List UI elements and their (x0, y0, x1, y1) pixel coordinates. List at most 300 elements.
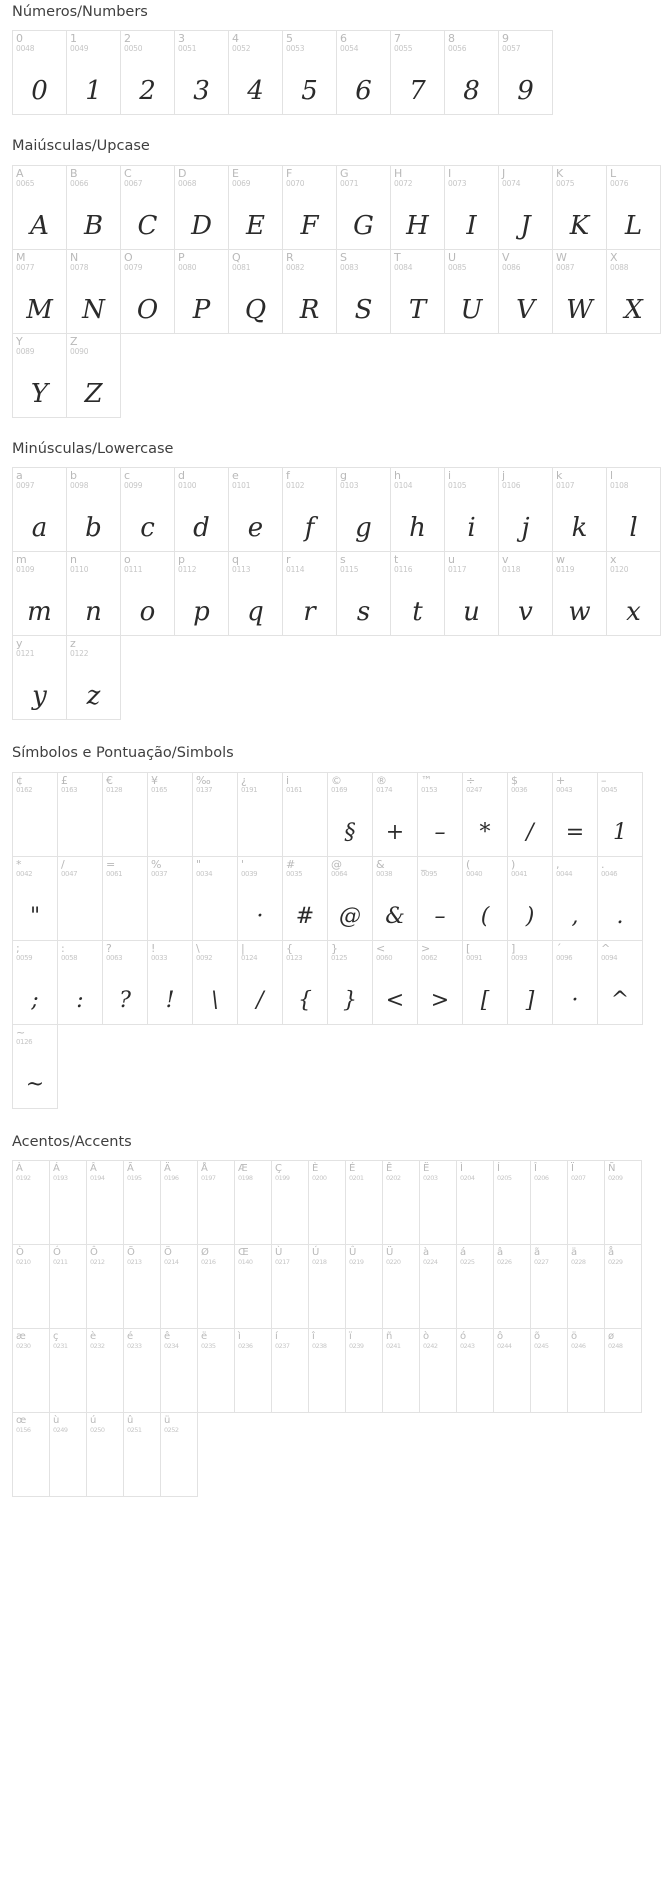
glyph-meta (373, 857, 417, 879)
glyph-cell[interactable] (552, 551, 607, 636)
glyph-cell[interactable] (192, 940, 238, 1025)
glyph-char-label: v (502, 553, 509, 567)
glyph-cell[interactable] (123, 1328, 161, 1413)
glyph-cell[interactable] (123, 1244, 161, 1329)
glyph-cell[interactable] (66, 467, 121, 552)
glyph-char-label: d (178, 469, 185, 483)
glyph-cell[interactable] (228, 249, 283, 334)
glyph-cell[interactable] (66, 30, 121, 115)
glyph-meta (87, 1413, 123, 1435)
glyph-unicode-code: 0055 (394, 44, 413, 54)
glyph-cell[interactable] (327, 772, 373, 857)
glyph-cell[interactable] (12, 940, 58, 1025)
glyph-render: – (434, 903, 446, 929)
glyph-cell[interactable] (345, 1160, 383, 1245)
glyph-char-label: ñ (386, 1330, 393, 1342)
glyph-cell[interactable] (12, 856, 58, 941)
glyph-char-label: Ø (201, 1246, 209, 1258)
glyph-meta (50, 1161, 86, 1183)
glyph-char-label: B (70, 166, 78, 180)
glyph-cell[interactable] (552, 165, 607, 250)
glyph-cell[interactable] (419, 1244, 457, 1329)
glyph-unicode-code: 0235 (201, 1341, 216, 1350)
glyph-char-label: > (421, 941, 431, 955)
glyph-meta (58, 941, 102, 963)
glyph-render: @ (339, 903, 361, 929)
glyph-char-label: < (376, 941, 386, 955)
glyph-cell[interactable] (120, 249, 175, 334)
glyph-meta (283, 857, 327, 879)
glyph-cell[interactable] (120, 551, 175, 636)
glyph-meta (124, 1329, 160, 1351)
glyph-cell[interactable] (160, 1412, 198, 1497)
glyph-char-label: h (394, 469, 401, 483)
glyph-meta (87, 1245, 123, 1267)
glyph-cell[interactable] (606, 467, 661, 552)
glyph-cell[interactable] (327, 856, 373, 941)
glyph-unicode-code: 0075 (556, 178, 575, 188)
glyph-cell[interactable] (174, 551, 229, 636)
glyph-cell[interactable] (120, 30, 175, 115)
glyph-cell[interactable] (336, 165, 391, 250)
glyph-cell[interactable] (552, 856, 598, 941)
glyph-cell[interactable] (567, 1160, 605, 1245)
glyph-unicode-code: 0195 (127, 1173, 142, 1182)
glyph-cell[interactable] (507, 856, 553, 941)
glyph-render: ) (525, 903, 535, 929)
glyph-cell[interactable] (444, 249, 499, 334)
glyph-cell[interactable] (12, 1160, 50, 1245)
glyph-cell[interactable] (271, 1244, 309, 1329)
glyph-cell[interactable] (390, 551, 445, 636)
glyph-cell[interactable] (567, 1244, 605, 1329)
glyph-unicode-code: 0249 (53, 1425, 68, 1434)
glyph-unicode-code: 0116 (394, 565, 413, 575)
glyph-char-label: A (16, 166, 24, 180)
glyph-cell[interactable] (493, 1160, 531, 1245)
glyph-cell[interactable] (597, 856, 643, 941)
glyph-unicode-code: 0041 (511, 869, 528, 878)
glyph-cell[interactable] (604, 1328, 642, 1413)
glyph-cell[interactable] (382, 1160, 420, 1245)
glyph-unicode-code: 0104 (394, 481, 413, 491)
glyph-unicode-code: 0059 (16, 953, 33, 962)
glyph-cell[interactable] (237, 856, 283, 941)
glyph-char-label: 8 (448, 32, 455, 46)
glyph-render: c (140, 513, 155, 544)
glyph-cell[interactable] (597, 940, 643, 1025)
glyph-meta (309, 1245, 345, 1267)
glyph-char-label: ^ (601, 941, 611, 955)
glyph-cell[interactable] (160, 1244, 198, 1329)
glyph-cell[interactable] (444, 165, 499, 250)
glyph-cell[interactable] (462, 772, 508, 857)
glyph-cell[interactable] (86, 1328, 124, 1413)
glyph-char-label: X (610, 250, 618, 264)
glyph-render: 1 (85, 76, 102, 107)
glyph-unicode-code: 0038 (376, 869, 393, 878)
glyph-unicode-code: 0227 (534, 1257, 549, 1266)
glyph-cell[interactable] (57, 772, 103, 857)
glyph-unicode-code: 0228 (571, 1257, 586, 1266)
glyph-cell[interactable] (120, 165, 175, 250)
glyph-cell[interactable] (123, 1160, 161, 1245)
glyph-meta (553, 773, 597, 795)
glyph-render: e (247, 513, 264, 544)
glyph-cell[interactable] (228, 467, 283, 552)
glyph-cell[interactable] (12, 551, 67, 636)
glyph-cell[interactable] (49, 1412, 87, 1497)
section-title-accents: Acentos/Accents (12, 1133, 132, 1150)
glyph-cell[interactable] (336, 249, 391, 334)
glyph-cell[interactable] (498, 467, 553, 552)
glyph-cell[interactable] (419, 1160, 457, 1245)
glyph-meta (346, 1161, 382, 1183)
glyph-cell[interactable] (372, 940, 418, 1025)
glyph-cell[interactable] (234, 1244, 272, 1329)
glyph-char-label: z (70, 637, 76, 651)
glyph-render: V (516, 294, 535, 325)
glyph-cell[interactable] (271, 1328, 309, 1413)
glyph-char-label: ® (376, 773, 387, 787)
glyph-unicode-code: 0224 (423, 1257, 438, 1266)
glyph-cell[interactable] (282, 165, 337, 250)
glyph-meta (531, 1245, 567, 1267)
glyph-cell[interactable] (197, 1328, 235, 1413)
glyph-meta (283, 773, 327, 795)
glyph-char-label: Õ (127, 1246, 135, 1258)
glyph-cell[interactable] (417, 772, 463, 857)
glyph-meta (508, 773, 552, 795)
glyph-unicode-code: 0174 (376, 785, 393, 794)
glyph-meta (598, 773, 642, 795)
glyph-cell[interactable] (147, 772, 193, 857)
glyph-cell[interactable] (237, 772, 283, 857)
glyph-char-label: | (241, 941, 245, 955)
glyph-meta (67, 636, 120, 658)
glyph-cell[interactable] (12, 1244, 50, 1329)
glyph-cell[interactable] (192, 856, 238, 941)
glyph-cell[interactable] (174, 467, 229, 552)
glyph-cell[interactable] (604, 1160, 642, 1245)
glyph-char-label: Ü (386, 1246, 394, 1258)
glyph-cell[interactable] (66, 165, 121, 250)
glyph-unicode-code: 0042 (16, 869, 33, 878)
glyph-cell[interactable] (345, 1244, 383, 1329)
glyph-cell[interactable] (336, 467, 391, 552)
glyph-meta (499, 468, 552, 490)
glyph-meta (238, 773, 282, 795)
glyph-cell[interactable] (462, 940, 508, 1025)
glyph-cell[interactable] (552, 772, 598, 857)
glyph-cell[interactable] (552, 249, 607, 334)
glyph-cell[interactable] (372, 856, 418, 941)
glyph-unicode-code: 0220 (386, 1257, 401, 1266)
glyph-meta (418, 773, 462, 795)
glyph-unicode-code: 0081 (232, 262, 251, 272)
glyph-char-label: C (124, 166, 132, 180)
glyph-cell[interactable] (49, 1328, 87, 1413)
glyph-unicode-code: 0140 (238, 1257, 253, 1266)
glyph-cell[interactable] (282, 772, 328, 857)
glyph-char-label: E (232, 166, 239, 180)
glyph-cell[interactable] (282, 940, 328, 1025)
glyph-unicode-code: 0071 (340, 178, 359, 188)
glyph-cell[interactable] (282, 856, 328, 941)
glyph-meta (67, 31, 120, 53)
glyph-cell[interactable] (102, 772, 148, 857)
glyph-cell[interactable] (530, 1328, 568, 1413)
glyph-char-label: ( (466, 857, 471, 871)
glyph-cell[interactable] (12, 1412, 50, 1497)
glyph-cell[interactable] (66, 551, 121, 636)
glyph-cell[interactable] (57, 856, 103, 941)
glyph-char-label: ´ (556, 941, 562, 955)
glyph-cell[interactable] (66, 635, 121, 720)
glyph-cell[interactable] (336, 551, 391, 636)
glyph-char-label: M (16, 250, 26, 264)
glyph-char-label: ë (201, 1330, 208, 1342)
glyph-cell[interactable] (147, 856, 193, 941)
glyph-cell[interactable] (493, 1244, 531, 1329)
glyph-meta (175, 468, 228, 490)
glyph-cell[interactable] (86, 1160, 124, 1245)
glyph-meta (67, 334, 120, 356)
glyph-char-label: s (340, 553, 346, 567)
glyph-cell[interactable] (12, 249, 67, 334)
glyph-render: T (408, 294, 427, 325)
glyph-cell[interactable] (444, 30, 499, 115)
glyph-cell[interactable] (493, 1328, 531, 1413)
glyph-cell[interactable] (197, 1244, 235, 1329)
glyph-render: > (430, 987, 450, 1013)
glyph-render: U (460, 294, 483, 325)
glyph-cell[interactable] (419, 1328, 457, 1413)
glyph-char-label: ò (423, 1330, 430, 1342)
glyph-unicode-code: 0219 (349, 1257, 364, 1266)
glyph-cell[interactable] (606, 165, 661, 250)
glyph-render: v (518, 597, 533, 628)
glyph-meta (346, 1245, 382, 1267)
glyph-render: u (463, 597, 480, 628)
glyph-meta (103, 773, 147, 795)
glyph-cell[interactable] (12, 165, 67, 250)
glyph-cell[interactable] (327, 940, 373, 1025)
glyph-render: 0 (31, 76, 48, 107)
glyph-cell[interactable] (372, 772, 418, 857)
glyph-cell[interactable] (336, 30, 391, 115)
glyph-char-label: é (127, 1330, 134, 1342)
glyph-cell[interactable] (282, 249, 337, 334)
glyph-meta (499, 166, 552, 188)
glyph-cell[interactable] (102, 940, 148, 1025)
glyph-cell[interactable] (12, 333, 67, 418)
glyph-meta (463, 857, 507, 879)
glyph-cell[interactable] (456, 1244, 494, 1329)
glyph-render: i (467, 513, 476, 544)
glyph-cell[interactable] (552, 940, 598, 1025)
glyph-render: 6 (355, 76, 372, 107)
glyph-meta (553, 250, 606, 272)
glyph-cell[interactable] (66, 333, 121, 418)
glyph-render: t (412, 597, 423, 628)
glyph-cell[interactable] (382, 1244, 420, 1329)
glyph-cell[interactable] (86, 1244, 124, 1329)
glyph-char-label: À (16, 1162, 23, 1174)
glyph-cell[interactable] (456, 1328, 494, 1413)
glyph-char-label: Ú (312, 1246, 320, 1258)
glyph-cell[interactable] (530, 1244, 568, 1329)
glyph-unicode-code: 0125 (331, 953, 348, 962)
glyph-cell[interactable] (604, 1244, 642, 1329)
glyph-cell[interactable] (456, 1160, 494, 1245)
glyph-meta (13, 334, 66, 356)
glyph-cell[interactable] (498, 551, 553, 636)
glyph-cell[interactable] (345, 1328, 383, 1413)
glyph-meta (391, 552, 444, 574)
glyph-cell[interactable] (228, 551, 283, 636)
glyph-cell[interactable] (12, 772, 58, 857)
glyph-cell[interactable] (282, 30, 337, 115)
glyph-meta (193, 857, 237, 879)
glyph-cell[interactable] (228, 165, 283, 250)
glyph-cell[interactable] (507, 772, 553, 857)
glyph-meta (568, 1329, 604, 1351)
glyph-cell[interactable] (530, 1160, 568, 1245)
glyph-cell[interactable] (174, 249, 229, 334)
glyph-char-label: ó (460, 1330, 467, 1342)
glyph-cell[interactable] (234, 1328, 272, 1413)
glyph-cell[interactable] (390, 249, 445, 334)
glyph-cell[interactable] (507, 940, 553, 1025)
glyph-char-label: g (340, 469, 347, 483)
glyph-cell[interactable] (228, 30, 283, 115)
glyph-cell[interactable] (66, 249, 121, 334)
glyph-meta (283, 941, 327, 963)
glyph-cell[interactable] (606, 249, 661, 334)
glyph-unicode-code: 0087 (556, 262, 575, 272)
glyph-cell[interactable] (567, 1328, 605, 1413)
glyph-meta (67, 250, 120, 272)
glyph-char-label: É (349, 1162, 356, 1174)
glyph-cell[interactable] (12, 1024, 58, 1109)
glyph-cell[interactable] (49, 1160, 87, 1245)
glyph-cell[interactable] (552, 467, 607, 552)
glyph-cell[interactable] (606, 551, 661, 636)
glyph-char-label: . (601, 857, 605, 871)
glyph-meta (420, 1161, 456, 1183)
glyph-cell[interactable] (57, 940, 103, 1025)
glyph-cell[interactable] (444, 551, 499, 636)
glyph-unicode-code: 0200 (312, 1173, 327, 1182)
glyph-render: ^ (610, 987, 630, 1013)
glyph-unicode-code: 0205 (497, 1173, 512, 1182)
glyph-unicode-code: 0054 (340, 44, 359, 54)
glyph-unicode-code: 0106 (502, 481, 521, 491)
glyph-char-label: 6 (340, 32, 347, 46)
glyph-cell[interactable] (390, 165, 445, 250)
glyph-meta (272, 1161, 308, 1183)
glyph-render: 7 (409, 76, 426, 107)
glyph-cell[interactable] (417, 856, 463, 941)
glyph-cell[interactable] (462, 856, 508, 941)
glyph-cell[interactable] (12, 467, 67, 552)
glyph-cell[interactable] (49, 1244, 87, 1329)
glyph-cell[interactable] (597, 772, 643, 857)
glyph-render: § (344, 819, 356, 845)
glyph-unicode-code: 0073 (448, 178, 467, 188)
glyph-cell[interactable] (498, 165, 553, 250)
glyph-meta (607, 468, 660, 490)
glyph-render: S (354, 294, 373, 325)
glyph-cell[interactable] (147, 940, 193, 1025)
glyph-cell[interactable] (308, 1244, 346, 1329)
glyph-meta (531, 1161, 567, 1183)
glyph-render: n (85, 597, 102, 628)
glyph-meta (229, 31, 282, 53)
glyph-cell[interactable] (174, 30, 229, 115)
glyph-cell[interactable] (160, 1160, 198, 1245)
glyph-meta (494, 1245, 530, 1267)
glyph-cell[interactable] (12, 1328, 50, 1413)
glyph-char-label: Ì (460, 1162, 463, 1174)
glyph-meta (553, 166, 606, 188)
glyph-char-label: Ñ (608, 1162, 616, 1174)
glyph-cell[interactable] (308, 1160, 346, 1245)
glyph-char-label: * (16, 857, 22, 871)
glyph-unicode-code: 0097 (16, 481, 35, 491)
glyph-unicode-code: 0245 (534, 1341, 549, 1350)
glyph-cell[interactable] (12, 30, 67, 115)
glyph-char-label: p (178, 553, 185, 567)
glyph-cell[interactable] (160, 1328, 198, 1413)
glyph-render: 4 (247, 76, 264, 107)
glyph-cell[interactable] (282, 467, 337, 552)
glyph-cell[interactable] (498, 30, 553, 115)
glyph-cell[interactable] (271, 1160, 309, 1245)
glyph-char-label: Û (349, 1246, 357, 1258)
glyph-unicode-code: 0113 (232, 565, 251, 575)
glyph-cell[interactable] (308, 1328, 346, 1413)
glyph-cell[interactable] (234, 1160, 272, 1245)
glyph-cell[interactable] (102, 856, 148, 941)
glyph-cell[interactable] (12, 635, 67, 720)
glyph-cell[interactable] (192, 772, 238, 857)
glyph-unicode-code: 0119 (556, 565, 575, 575)
glyph-char-label: u (448, 553, 455, 567)
glyph-cell[interactable] (197, 1160, 235, 1245)
glyph-cell[interactable] (390, 30, 445, 115)
glyph-cell[interactable] (86, 1412, 124, 1497)
glyph-cell[interactable] (123, 1412, 161, 1497)
glyph-meta (553, 857, 597, 879)
glyph-meta (229, 552, 282, 574)
glyph-cell[interactable] (390, 467, 445, 552)
glyph-render: : (76, 987, 84, 1013)
glyph-cell[interactable] (417, 940, 463, 1025)
glyph-char-label: Ã (127, 1162, 134, 1174)
glyph-cell[interactable] (282, 551, 337, 636)
glyph-meta (161, 1245, 197, 1267)
glyph-cell[interactable] (498, 249, 553, 334)
glyph-meta (235, 1245, 271, 1267)
glyph-cell[interactable] (237, 940, 283, 1025)
glyph-cell[interactable] (444, 467, 499, 552)
glyph-cell[interactable] (120, 467, 175, 552)
glyph-char-label: [ (466, 941, 471, 955)
glyph-cell[interactable] (174, 165, 229, 250)
glyph-cell[interactable] (382, 1328, 420, 1413)
